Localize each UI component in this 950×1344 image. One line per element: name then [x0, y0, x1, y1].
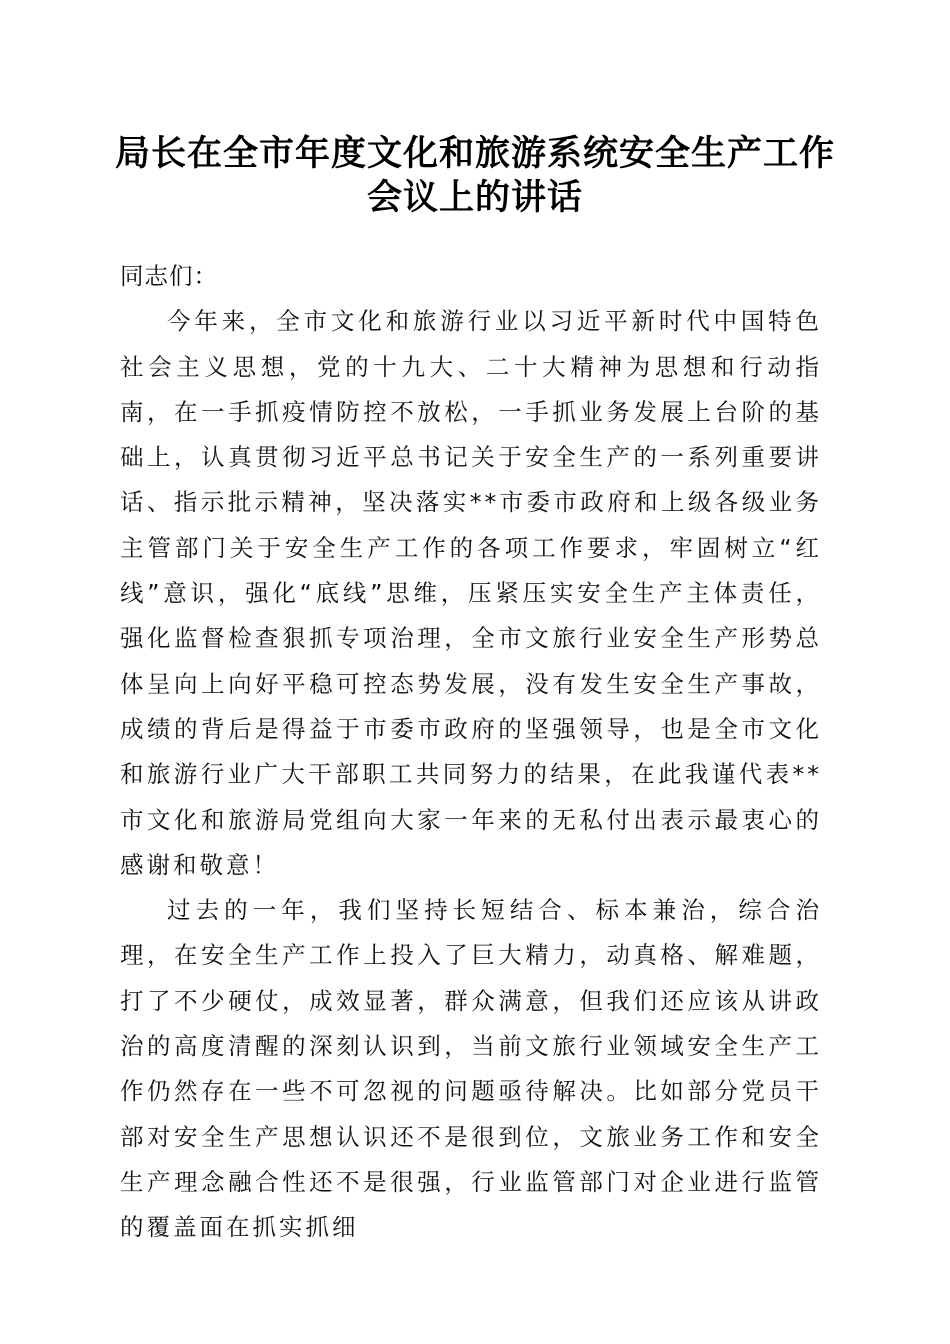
salutation: 同志们： — [120, 262, 218, 290]
document-body — [120, 254, 822, 1251]
title-line-2: 会议上的讲话 — [366, 177, 583, 218]
document-title — [100, 132, 850, 220]
paragraph-1: 今年来，全市文化和旅游行业以习近平新时代中国特色社会主义思想，党的十九大、二十大精神为思想和行动指南，在一手抓疫情防控不放松，一手抓业务发展上台阶的基础上，认真贯彻习近平总书记关于安全生产的一系列重要讲话、指示批示精神，坚决落实**市委市政府和上级各级业务主管部门关于安全生产工作的各项工作要求，牢固树立“红线”意识，强化“底线”思维，压紧压实安全生产主体责任，强化监督检查狠抓专项治理，全市文旅行业安全生产形势总体呈向上向好平稳可控态势发展，没有发生安全生产事故，成绩的背后是得益于市委市政府的坚强领导，也是全市文化和旅游行业广大干部职工共同努力的结果，在此我谨代表**市文化和旅游局党组向大家一年来的无私付出表示最衷心的感谢和敬意！ — [120, 307, 822, 879]
paragraph-2: 过去的一年，我们坚持长短结合、标本兼治，综合治理，在安全生产工作上投入了巨大精力，动真格、解难题，打了不少硬仗，成效显著，群众满意，但我们还应该从讲政治的高度清醒的深刻认识到，当前文旅行业领域安全生产工作仍然存在一些不可忽视的问题亟待解决。比如部分党员干部对安全生产思想认识还不是很到位，文旅业务工作和安全生产理念融合性还不是很强，行业监管部门对企业进行监管的覆盖面在抓实抓细 — [120, 896, 822, 1242]
title-line-1: 局长在全市年度文化和旅游系统安全生产工作 — [114, 133, 835, 174]
